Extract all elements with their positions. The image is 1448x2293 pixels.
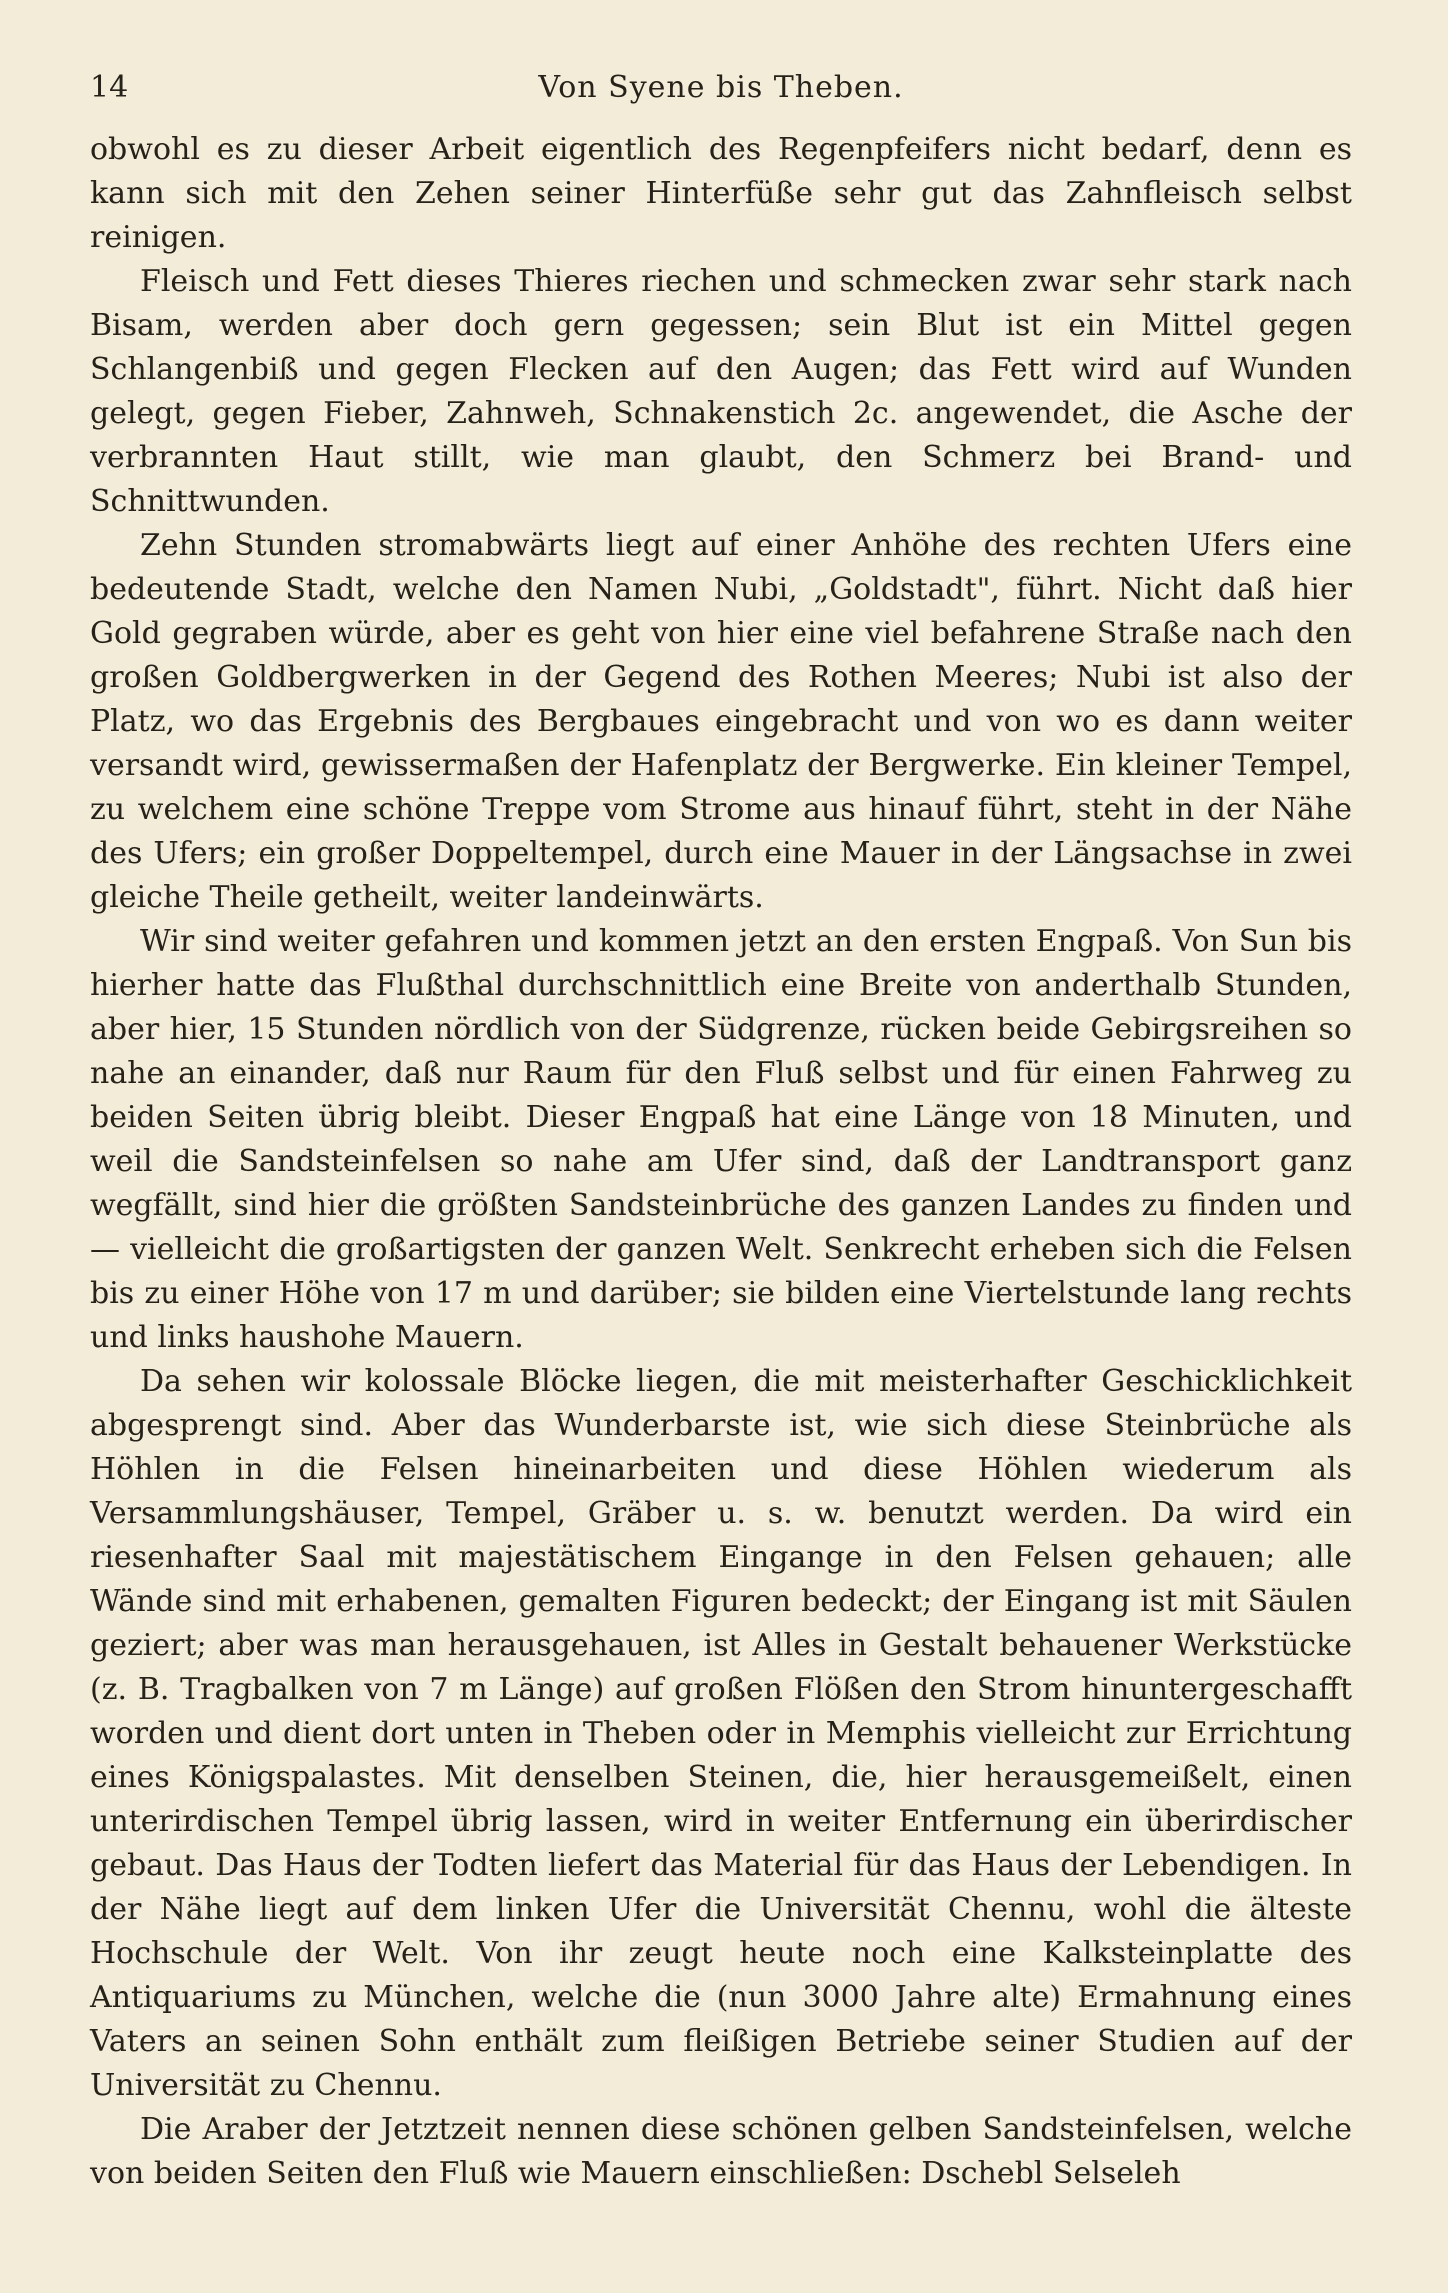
page-number: 14: [90, 70, 129, 105]
body-text: [90, 128, 1352, 2196]
paragraph: Da sehen wir kolossale Blöcke liegen, die mit meisterhafter Geschicklichkeit abgesprengt sind. Aber das Wunderbarste ist, wie sich diese Steinbrüche als Höhlen in die Felsen hineinarbeiten und diese Höhlen wiederum als Versammlungshäuser, Tempel, Gräber u. s. w. benutzt werden. Da wird ein riesenhafter Saal mit majestätischem Eingange in den Felsen gehauen; alle Wände sind mit erhabenen, gemalten Figuren bedeckt; der Eingang ist mit Säulen geziert; aber was man herausgehauen, ist Alles in Gestalt behauener Werkstücke (z. B. Tragbalken von 7 m Länge) auf großen Flößen den Strom hinuntergeschafft worden und dient dort unten in Theben oder in Memphis vielleicht zur Errichtung eines Königspalastes. Mit denselben Steinen, die, hier herausgemeißelt, einen unterirdischen Tempel übrig lassen, wird in weiter Entfernung ein überirdischer gebaut. Das Haus der Todten liefert das Material für das Haus der Lebendigen. In der Nähe liegt auf dem linken Ufer die Universität Chennu, wohl die älteste Hochschule der Welt. Von ihr zeugt heute noch eine Kalksteinplatte des Antiquariums zu München, welche die (nun 3000 Jahre alte) Ermahnung eines Vaters an seinen Sohn enthält zum fleißigen Betriebe seiner Studien auf der Universität zu Chennu.: [90, 1364, 1352, 2103]
paragraph: Die Araber der Jetztzeit nennen diese schönen gelben Sandsteinfelsen, welche von beiden Seiten den Fluß wie Mauern einschließen: Dschebl Selseleh: [90, 2112, 1352, 2191]
paragraph: Fleisch und Fett dieses Thieres riechen und schmecken zwar sehr stark nach Bisam, werden aber doch gern gegessen; sein Blut ist ein Mittel gegen Schlangenbiß und gegen Flecken auf den Augen; das Fett wird auf Wunden gelegt, gegen Fieber, Zahnweh, Schnakenstich 2c. angewendet, die Asche der verbrannten Haut stillt, wie man glaubt, den Schmerz bei Brand- und Schnittwunden.: [90, 264, 1352, 519]
paragraph: obwohl es zu dieser Arbeit eigentlich des Regenpfeifers nicht bedarf, denn es kann sich mit den Zehen seiner Hinterfüße sehr gut das Zahnfleisch selbst reinigen.: [90, 132, 1352, 255]
paragraph: Zehn Stunden stromabwärts liegt auf einer Anhöhe des rechten Ufers eine bedeutende Stadt, welche den Namen Nubi, „Goldstadt", führt. Nicht daß hier Gold gegraben würde, aber es geht von hier eine viel befahrene Straße nach den großen Goldbergwerken in der Gegend des Rothen Meeres; Nubi ist also der Platz, wo das Ergebnis des Bergbaues eingebracht und von wo es dann weiter versandt wird, gewissermaßen der Hafenplatz der Bergwerke. Ein kleiner Tempel, zu welchem eine schöne Treppe vom Strome aus hinauf führt, steht in der Nähe des Ufers; ein großer Doppeltempel, durch eine Mauer in der Längsachse in zwei gleiche Theile getheilt, weiter landeinwärts.: [90, 528, 1352, 915]
running-title: Von Syene bis Theben.: [538, 70, 904, 105]
book-page: [90, 60, 1352, 2196]
page-header: [90, 60, 1352, 116]
paragraph: Wir sind weiter gefahren und kommen jetzt an den ersten Engpaß. Von Sun bis hierher hatte das Flußthal durchschnittlich eine Breite von anderthalb Stunden, aber hier, 15 Stunden nördlich von der Südgrenze, rücken beide Gebirgsreihen so nahe an einander, daß nur Raum für den Fluß selbst und für einen Fahrweg zu beiden Seiten übrig bleibt. Dieser Engpaß hat eine Länge von 18 Minuten, und weil die Sandsteinfelsen so nahe am Ufer sind, daß der Landtransport ganz wegfällt, sind hier die größten Sandsteinbrüche des ganzen Landes zu finden und — vielleicht die großartigsten der ganzen Welt. Senkrecht erheben sich die Felsen bis zu einer Höhe von 17 m und darüber; sie bilden eine Viertelstunde lang rechts und links haushohe Mauern.: [90, 924, 1352, 1355]
